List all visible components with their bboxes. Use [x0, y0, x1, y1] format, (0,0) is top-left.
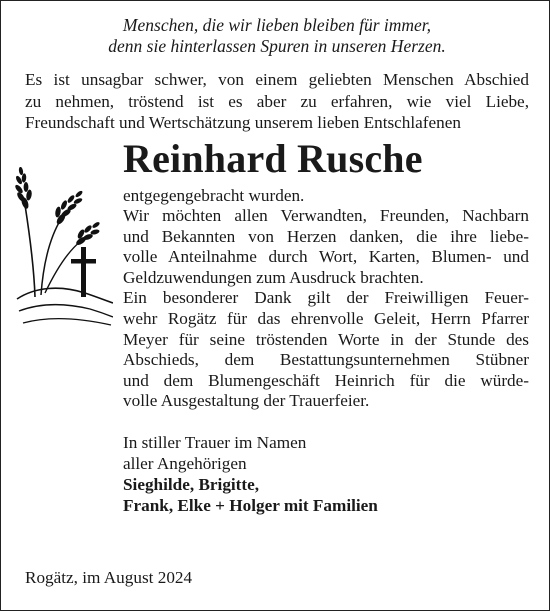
thanks-paragraph: [123, 186, 529, 413]
mourner-names-1: Sieghilde, Brigitte,: [123, 475, 260, 495]
body-line-11: volle Ausgestaltung der Trauerfeier.: [123, 391, 370, 411]
motto-line-2: denn sie hinterlassen Spuren in unseren Herzen.: [108, 36, 446, 56]
body-line-2: Wir möchten allen Verwandten, Freunden, Nachbarn: [123, 206, 529, 226]
body-line-4: volle Anteilnahme durch Wort, Karten, Blumen- und: [123, 247, 529, 267]
intro-line-3: Freundschaft und Wertschätzung unserem lieben Entschlafenen: [25, 113, 461, 132]
place-and-date: Rogätz, im August 2024: [25, 568, 193, 587]
body-line-3: und Bekannten von Herzen danken, die ihre liebe-: [123, 226, 529, 246]
closing-line-2: aller Angehörigen: [123, 454, 247, 474]
intro-line-1: Es ist unsagbar schwer, von einem geliebten Menschen Abschied: [25, 70, 529, 89]
closing-signature: [123, 432, 529, 516]
closing-line-1: In stiller Trauer im Namen: [123, 433, 307, 453]
mourner-names-2: Frank, Elke + Holger mit Familien: [123, 496, 378, 516]
body-line-10: und dem Blumengeschäft Heinrich für die würde-: [123, 370, 529, 390]
body-line-5: Geldzuwendungen zum Ausdruck brachten.: [123, 267, 424, 287]
body-line-9: Abschieds, dem Bestattungsunternehmen Stübner: [123, 350, 529, 370]
wheat-and-cross-icon: [15, 167, 113, 327]
memorial-motto: [25, 15, 529, 57]
intro-paragraph: [25, 69, 529, 134]
body-line-6: Ein besonderer Dank gilt der Freiwilligen Feuer-: [123, 288, 529, 308]
intro-line-2: zu nehmen, tröstend ist es aber zu erfahren, wie viel Liebe,: [25, 91, 529, 111]
deceased-name: Reinhard Rusche: [123, 135, 423, 181]
body-line-1: entgegengebracht wurden.: [123, 185, 305, 205]
body-line-7: wehr Rogätz für das ehrenvolle Geleit, Herrn Pfarrer: [123, 309, 529, 329]
motto-line-1: Menschen, die wir lieben bleiben für immer,: [122, 15, 432, 35]
body-line-8: Meyer für seine tröstenden Worte in der Stunde des: [123, 329, 529, 349]
